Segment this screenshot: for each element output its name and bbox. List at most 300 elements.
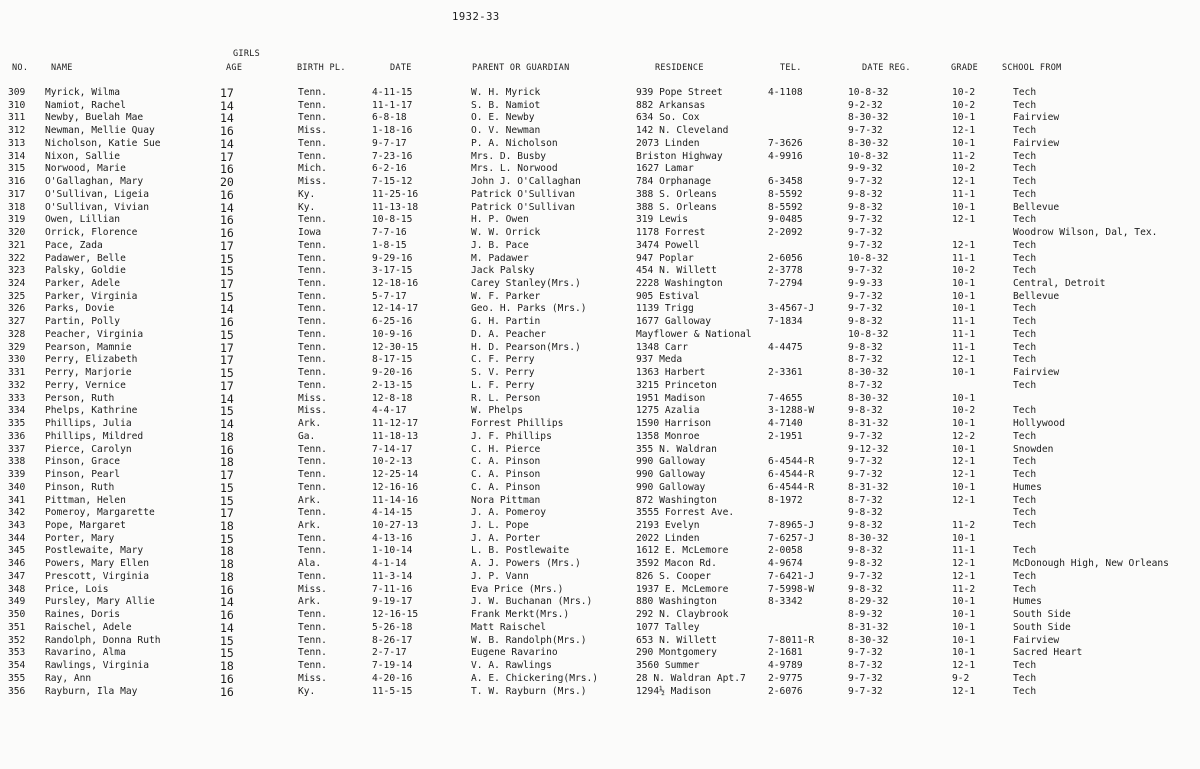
table-row [0,291,1200,304]
residence-cell: 2022 Linden [636,532,700,544]
age-cell: 14 [220,98,234,113]
registry-rows [0,87,1200,698]
row-number: 314 [8,150,26,162]
birth-date-cell: 10-2-13 [372,456,413,468]
grade-cell: 10-1 [952,481,976,493]
birth-place-cell: Tenn. [298,354,327,366]
birth-place-cell: Mich. [298,163,327,175]
parent-cell: J. B. Pace [471,239,529,251]
school-from-cell: Tech [1013,316,1037,328]
birth-date-cell: 11-3-14 [372,570,413,582]
grade-cell: 12-1 [952,494,976,506]
age-cell: 15 [220,531,234,546]
residence-cell: 3555 Forrest Ave. [636,507,735,519]
date-reg-cell: 8-30-32 [848,634,889,646]
grade-cell: 10-1 [952,137,976,149]
telephone-cell: 8-5592 [768,201,803,213]
student-name: Perry, Vernice [45,379,126,391]
grade-cell: 10-1 [952,303,976,315]
grade-cell: 10-2 [952,405,976,417]
residence-cell: 1275 Azalia [636,405,700,417]
residence-cell: 292 N. Claybrook [636,609,729,621]
age-cell: 14 [220,417,234,432]
school-from-cell: Humes [1013,481,1042,493]
birth-place-cell: Ky. [298,685,316,697]
table-row [0,660,1200,673]
row-number: 309 [8,87,26,98]
school-from-cell: Tech [1013,188,1037,200]
birth-place-cell: Tenn. [298,647,327,659]
student-name: Perry, Marjorie [45,367,132,379]
table-row [0,303,1200,316]
date-reg-cell: 8-29-32 [848,596,889,608]
parent-cell: W. Phelps [471,405,523,417]
grade-cell: 10-2 [952,99,976,111]
row-number: 340 [8,481,26,493]
date-reg-cell: 10-8-32 [848,87,889,98]
birth-place-cell: Tenn. [298,328,327,340]
age-cell: 16 [220,684,234,699]
birth-place-cell: Miss. [298,392,327,404]
row-number: 350 [8,609,26,621]
date-reg-cell: 9-9-33 [848,278,883,290]
parent-cell: L. B. Postlewaite [471,545,570,557]
school-from-cell: Tech [1013,570,1037,582]
parent-cell: L. F. Perry [471,379,535,391]
residence-cell: 947 Poplar [636,252,694,264]
parent-cell: V. A. Rawlings [471,660,552,672]
grade-cell: 12-1 [952,456,976,468]
grade-cell: 10-1 [952,392,976,404]
school-from-cell: Tech [1013,239,1037,251]
birth-date-cell: 11-12-17 [372,418,419,430]
birth-place-cell: Ga. [298,430,316,442]
student-name: Phillips, Julia [45,418,132,430]
age-cell: 14 [220,111,234,126]
table-row [0,253,1200,266]
grade-cell: 12-1 [952,214,976,226]
birth-date-cell: 2-13-15 [372,379,413,391]
age-cell: 17 [220,468,234,483]
header-parent: PARENT OR GUARDIAN [472,63,570,73]
student-name: Pope, Margaret [45,519,126,531]
birth-date-cell: 12-30-15 [372,341,419,353]
student-name: Parker, Adele [45,278,121,290]
row-number: 330 [8,354,26,366]
grade-cell: 12-2 [952,430,976,442]
grade-cell: 11-2 [952,150,976,162]
student-name: Peacher, Virginia [45,328,144,340]
row-number: 316 [8,176,26,188]
residence-cell: 937 Meda [636,354,683,366]
age-cell: 14 [220,302,234,317]
header-age: AGE [226,63,243,73]
birth-place-cell: Miss. [298,672,327,684]
parent-cell: J. L. Pope [471,519,529,531]
row-number: 349 [8,596,26,608]
date-reg-cell: 9-7-32 [848,303,883,315]
school-from-cell: Bellevue [1013,201,1060,213]
grade-cell: 10-1 [952,596,976,608]
school-from-cell: Tech [1013,379,1037,391]
birth-date-cell: 2-7-17 [372,647,407,659]
grade-cell: 12-1 [952,685,976,697]
telephone-cell: 2-1681 [768,647,803,659]
birth-date-cell: 12-16-16 [372,481,419,493]
residence-cell: 905 Estival [636,290,700,302]
table-row [0,214,1200,227]
birth-date-cell: 11-5-15 [372,685,413,697]
table-row [0,571,1200,584]
student-name: Padawer, Belle [45,252,126,264]
table-row [0,444,1200,457]
date-reg-cell: 9-7-32 [848,265,883,277]
telephone-cell: 2-0058 [768,545,803,557]
student-name: Pace, Zada [45,239,103,251]
header-date-reg: DATE REG. [862,63,911,73]
age-cell: 18 [220,557,234,572]
residence-cell: 3592 Macon Rd. [636,558,717,570]
school-from-cell: Tech [1013,87,1037,98]
telephone-cell: 7-2794 [768,278,803,290]
row-number: 324 [8,278,26,290]
row-number: 310 [8,99,26,111]
telephone-cell: 2-9775 [768,672,803,684]
age-cell: 16 [220,162,234,177]
age-cell: 16 [220,582,234,597]
age-cell: 20 [220,175,234,190]
row-number: 320 [8,227,26,239]
table-row [0,469,1200,482]
age-cell: 15 [220,366,234,381]
student-name: O'Sullivan, Vivian [45,201,149,213]
parent-cell: W. B. Randolph(Mrs.) [471,634,587,646]
grade-cell: 10-1 [952,621,976,633]
date-reg-cell: 8-30-32 [848,532,889,544]
school-from-cell: Tech [1013,685,1037,697]
residence-cell: 2193 Evelyn [636,519,700,531]
parent-cell: C. A. Pinson [471,481,541,493]
grade-cell: 11-2 [952,583,976,595]
grade-cell: 12-1 [952,176,976,188]
school-from-cell: Tech [1013,430,1037,442]
age-cell: 18 [220,659,234,674]
student-name: Ray, Ann [45,672,92,684]
date-reg-cell: 8-7-32 [848,494,883,506]
birth-date-cell: 12-16-15 [372,609,419,621]
age-cell: 15 [220,251,234,266]
residence-cell: 2228 Washington [636,278,723,290]
birth-date-cell: 7-15-12 [372,176,413,188]
residence-cell: 882 Arkansas [636,99,706,111]
grade-cell: 11-1 [952,188,976,200]
residence-cell: Briston Highway [636,150,723,162]
row-number: 348 [8,583,26,595]
date-reg-cell: 9-7-32 [848,214,883,226]
school-from-cell: Tech [1013,354,1037,366]
date-reg-cell: 9-7-32 [848,430,883,442]
residence-cell: 939 Pope Street [636,87,723,98]
residence-cell: 1348 Carr [636,341,688,353]
birth-date-cell: 5-26-18 [372,621,413,633]
table-row [0,278,1200,291]
student-name: Pursley, Mary Allie [45,596,155,608]
birth-place-cell: Tenn. [298,545,327,557]
age-cell: 18 [220,569,234,584]
parent-cell: Jack Palsky [471,265,535,277]
age-cell: 17 [220,277,234,292]
birth-date-cell: 12-14-17 [372,303,419,315]
birth-date-cell: 12-8-18 [372,392,413,404]
student-name: Namiot, Rachel [45,99,126,111]
residence-cell: 454 N. Willett [636,265,717,277]
birth-date-cell: 1-8-15 [372,239,407,251]
page-year-heading: 1932-33 [452,11,500,23]
birth-date-cell: 6-2-16 [372,163,407,175]
birth-place-cell: Ky. [298,188,316,200]
parent-cell: C. F. Perry [471,354,535,366]
row-number: 318 [8,201,26,213]
grade-cell: 10-1 [952,418,976,430]
student-name: Partin, Polly [45,316,121,328]
school-from-cell: Tech [1013,150,1037,162]
grade-cell: 10-1 [952,367,976,379]
birth-date-cell: 6-8-18 [372,112,407,124]
table-row [0,520,1200,533]
birth-place-cell: Tenn. [298,265,327,277]
school-from-cell: Tech [1013,507,1037,519]
birth-place-cell: Ky. [298,201,316,213]
date-reg-cell: 9-7-32 [848,176,883,188]
date-reg-cell: 9-8-32 [848,519,883,531]
table-row [0,558,1200,571]
birth-place-cell: Tenn. [298,609,327,621]
table-row [0,100,1200,113]
row-number: 353 [8,647,26,659]
grade-cell: 12-1 [952,570,976,582]
age-cell: 16 [220,608,234,623]
student-name: Perry, Elizabeth [45,354,138,366]
birth-place-cell: Tenn. [298,532,327,544]
residence-cell: 1951 Madison [636,392,706,404]
residence-cell: 1358 Monroe [636,430,700,442]
school-from-cell: Tech [1013,469,1037,481]
school-from-cell: Tech [1013,456,1037,468]
age-cell: 16 [220,213,234,228]
parent-cell: S. V. Perry [471,367,535,379]
telephone-cell: 6-4544-R [768,469,815,481]
parent-cell: O. E. Newby [471,112,535,124]
date-reg-cell: 9-7-32 [848,239,883,251]
birth-place-cell: Tenn. [298,507,327,519]
age-cell: 15 [220,327,234,342]
school-from-cell: Tech [1013,176,1037,188]
row-number: 313 [8,137,26,149]
table-row [0,265,1200,278]
student-name: O'Gallaghan, Mary [45,176,144,188]
age-cell: 18 [220,429,234,444]
birth-place-cell: Tenn. [298,634,327,646]
school-from-cell: Tech [1013,405,1037,417]
age-cell: 15 [220,480,234,495]
birth-date-cell: 6-25-16 [372,316,413,328]
grade-cell: 10-1 [952,634,976,646]
birth-date-cell: 8-26-17 [372,634,413,646]
student-name: Phelps, Kathrine [45,405,138,417]
parent-cell: T. W. Rayburn (Mrs.) [471,685,587,697]
header-no: NO. [12,63,29,73]
student-name: Newby, Buelah Mae [45,112,144,124]
parent-cell: Nora Pittman [471,494,541,506]
age-cell: 16 [220,124,234,139]
student-name: Prescott, Virginia [45,570,149,582]
date-reg-cell: 9-7-32 [848,290,883,302]
telephone-cell: 4-9916 [768,150,803,162]
age-cell: 18 [220,518,234,533]
residence-cell: 1363 Harbert [636,367,706,379]
school-from-cell: South Side [1013,609,1071,621]
birth-place-cell: Ark. [298,418,322,430]
age-cell: 14 [220,136,234,151]
row-number: 319 [8,214,26,226]
date-reg-cell: 8-31-32 [848,418,889,430]
student-name: Person, Ruth [45,392,115,404]
birth-date-cell: 3-17-15 [372,265,413,277]
age-cell: 15 [220,493,234,508]
date-reg-cell: 9-9-32 [848,163,883,175]
row-number: 331 [8,367,26,379]
residence-cell: 990 Galloway [636,469,706,481]
school-from-cell: Hollywood [1013,418,1065,430]
student-name: Nicholson, Katie Sue [45,137,161,149]
student-name: Postlewaite, Mary [45,545,144,557]
row-number: 335 [8,418,26,430]
date-reg-cell: 8-7-32 [848,660,883,672]
parent-cell: Carey Stanley(Mrs.) [471,278,581,290]
residence-cell: 388 S. Orleans [636,188,717,200]
table-row [0,418,1200,431]
birth-date-cell: 4-14-15 [372,507,413,519]
student-name: Newman, Mellie Quay [45,125,155,137]
grade-cell: 11-1 [952,341,976,353]
residence-cell: 1612 E. McLemore [636,545,729,557]
student-name: Nixon, Sallie [45,150,121,162]
residence-cell: 3560 Summer [636,660,700,672]
grade-cell: 10-1 [952,290,976,302]
column-header-row [0,63,1200,75]
table-row [0,227,1200,240]
birth-place-cell: Iowa [298,227,322,239]
row-number: 311 [8,112,26,124]
row-number: 347 [8,570,26,582]
birth-place-cell: Tenn. [298,87,327,98]
school-from-cell: Tech [1013,163,1037,175]
residence-cell: 880 Washington [636,596,717,608]
row-number: 334 [8,405,26,417]
birth-place-cell: Ark. [298,494,322,506]
birth-date-cell: 11-25-16 [372,188,419,200]
student-name: Raischel, Adele [45,621,132,633]
telephone-cell: 7-6421-J [768,570,815,582]
school-from-cell: Tech [1013,341,1037,353]
school-from-cell: Tech [1013,125,1037,137]
row-number: 333 [8,392,26,404]
birth-date-cell: 7-11-16 [372,583,413,595]
date-reg-cell: 9-7-32 [848,685,883,697]
parent-cell: H. D. Pearson(Mrs.) [471,341,581,353]
birth-place-cell: Tenn. [298,621,327,633]
parent-cell: J. P. Vann [471,570,529,582]
student-name: Ravarino, Alma [45,647,126,659]
birth-place-cell: Tenn. [298,290,327,302]
student-name: Pinson, Pearl [45,469,121,481]
telephone-cell: 4-4475 [768,341,803,353]
residence-cell: 28 N. Waldran Apt.7 [636,672,746,684]
age-cell: 17 [220,149,234,164]
grade-cell: 12-1 [952,354,976,366]
date-reg-cell: 8-30-32 [848,392,889,404]
header-name: NAME [51,63,73,73]
row-number: 344 [8,532,26,544]
row-number: 356 [8,685,26,697]
row-number: 355 [8,672,26,684]
table-row [0,316,1200,329]
residence-cell: 1178 Forrest [636,227,706,239]
birth-place-cell: Miss. [298,583,327,595]
telephone-cell: 2-2092 [768,227,803,239]
grade-cell: 10-1 [952,112,976,124]
date-reg-cell: 9-8-32 [848,558,883,570]
parent-cell: Eva Price (Mrs.) [471,583,564,595]
parent-cell: C. A. Pinson [471,456,541,468]
birth-place-cell: Miss. [298,176,327,188]
parent-cell: Matt Raischel [471,621,547,633]
residence-cell: 2073 Linden [636,137,700,149]
parent-cell: M. Padawer [471,252,529,264]
residence-cell: 319 Lewis [636,214,688,226]
table-row [0,482,1200,495]
birth-place-cell: Tenn. [298,570,327,582]
date-reg-cell: 9-8-32 [848,201,883,213]
residence-cell: 1139 Trigg [636,303,694,315]
age-cell: 15 [220,289,234,304]
school-from-cell: Tech [1013,303,1037,315]
birth-place-cell: Tenn. [298,303,327,315]
girls-label: GIRLS [233,49,261,59]
student-name: Powers, Mary Ellen [45,558,149,570]
grade-cell: 10-2 [952,87,976,98]
school-from-cell: Tech [1013,583,1037,595]
birth-place-cell: Tenn. [298,469,327,481]
table-row [0,176,1200,189]
row-number: 312 [8,125,26,137]
student-name: Pearson, Mamnie [45,341,132,353]
birth-place-cell: Tenn. [298,660,327,672]
date-reg-cell: 9-2-32 [848,99,883,111]
age-cell: 16 [220,187,234,202]
birth-date-cell: 11-14-16 [372,494,419,506]
telephone-cell: 7-6257-J [768,532,815,544]
row-number: 336 [8,430,26,442]
school-from-cell: Woodrow Wilson, Dal, Tex. [1013,227,1158,239]
age-cell: 15 [220,264,234,279]
birth-place-cell: Tenn. [298,443,327,455]
school-from-cell: Central, Detroit [1013,278,1106,290]
birth-place-cell: Ark. [298,596,322,608]
birth-place-cell: Tenn. [298,150,327,162]
row-number: 332 [8,379,26,391]
telephone-cell: 2-3778 [768,265,803,277]
